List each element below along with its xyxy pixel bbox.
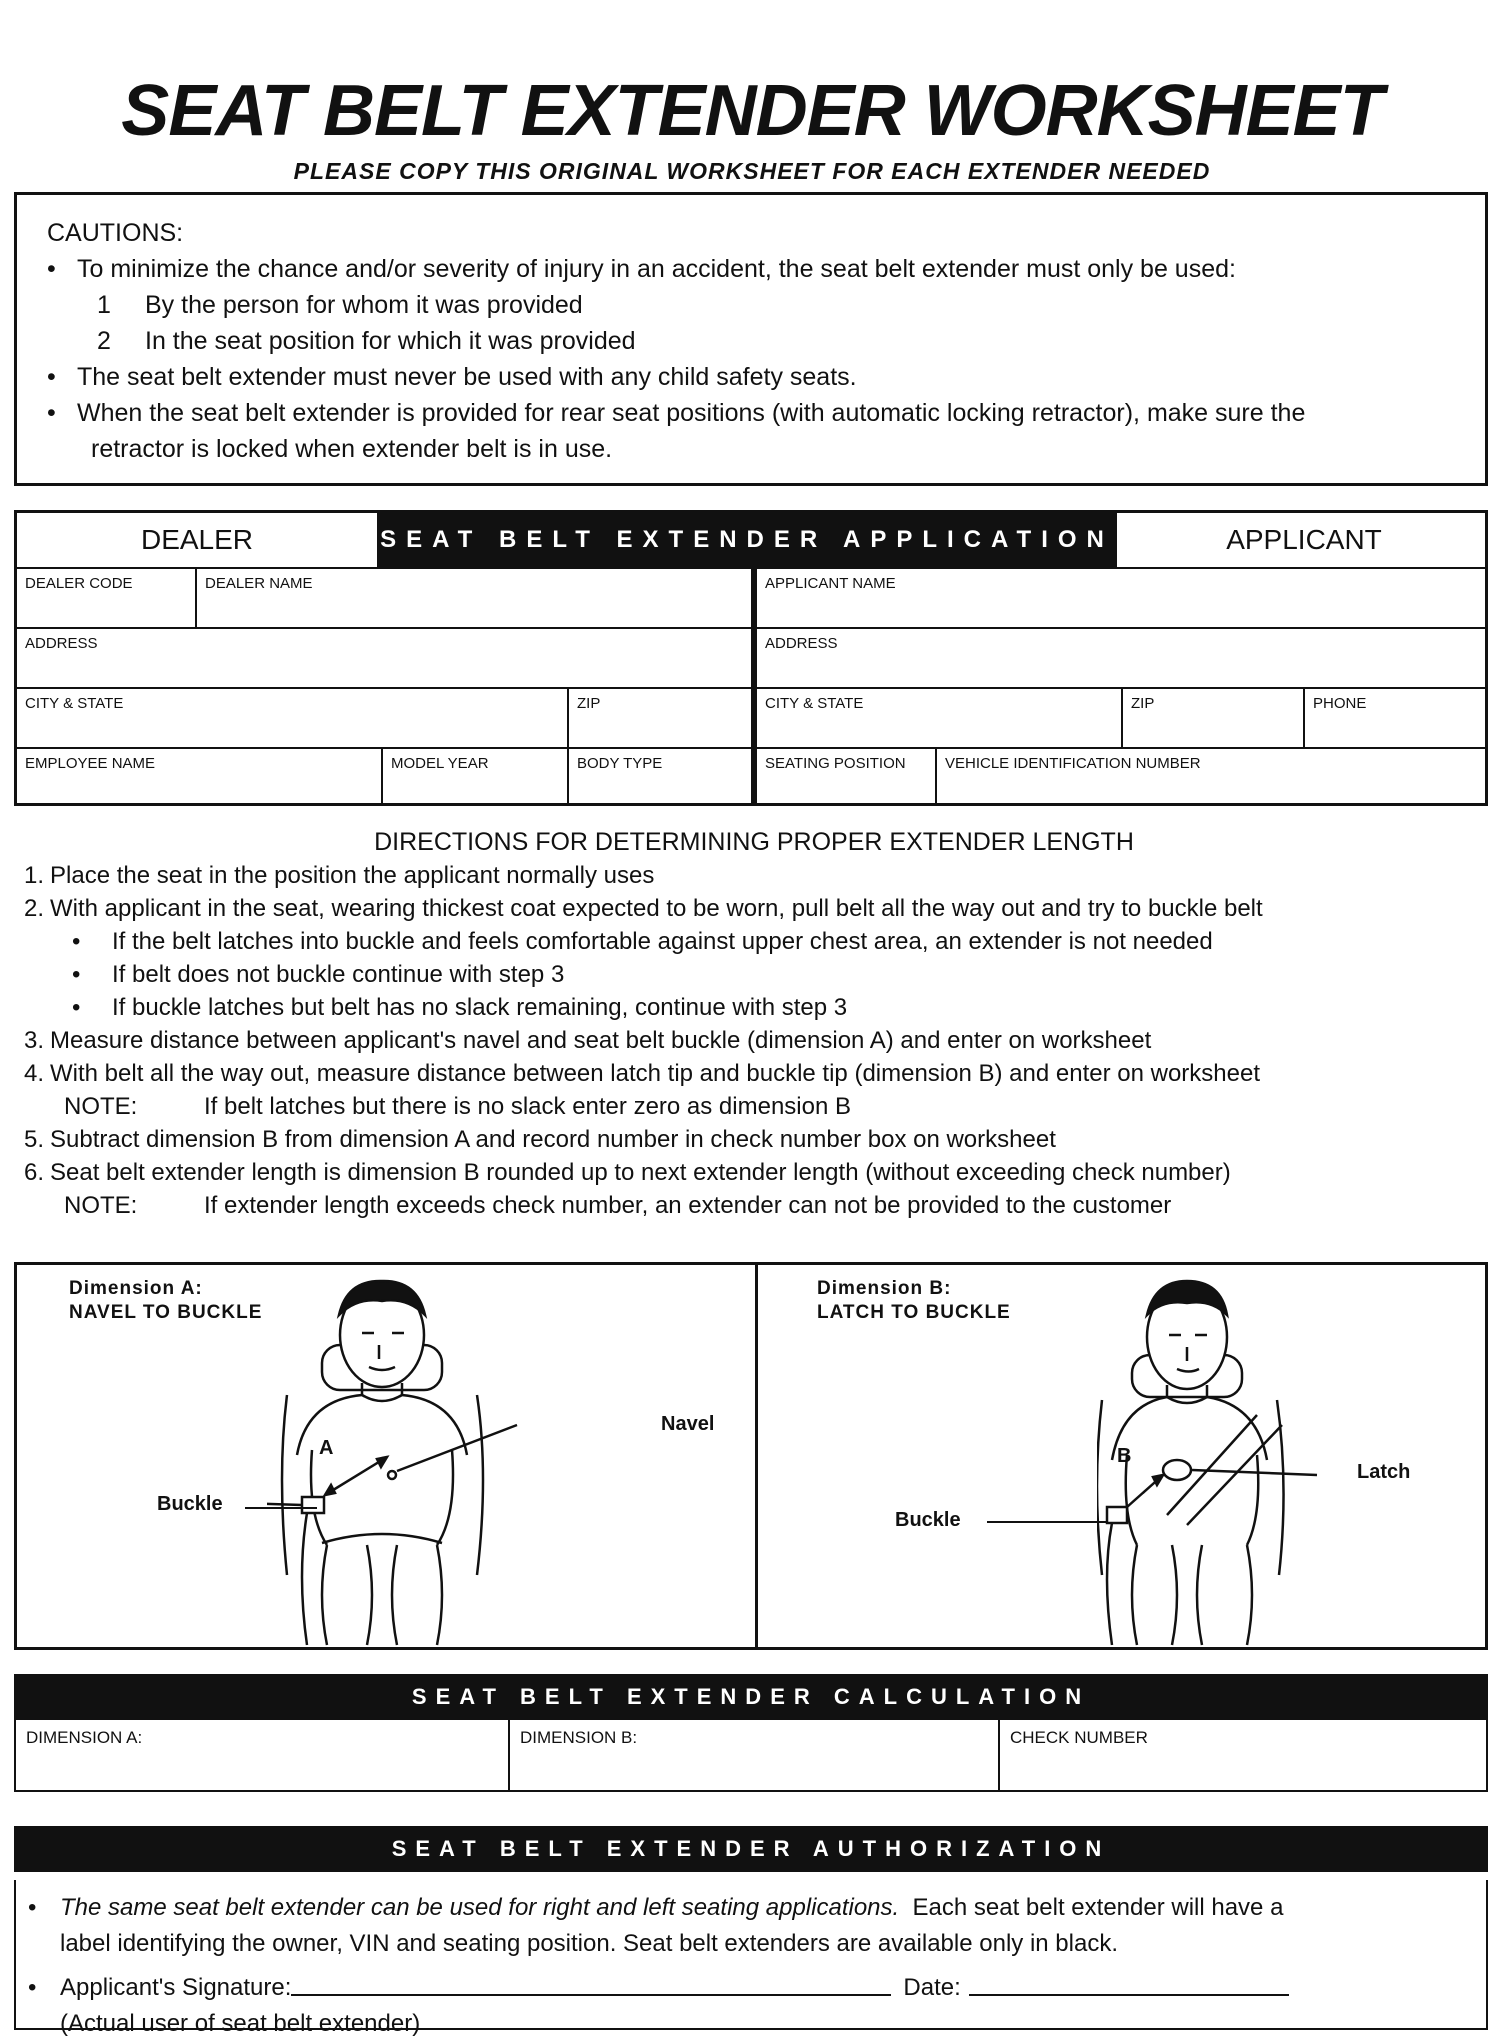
direction-step: [24, 1057, 1484, 1090]
directions-heading: DIRECTIONS FOR DETERMINING PROPER EXTENDER LENGTH: [374, 828, 1134, 856]
dimension-b-subtitle: LATCH TO BUCKLE: [817, 1302, 1011, 1323]
authorization-band: SEAT BELT EXTENDER AUTHORIZATION: [14, 1826, 1488, 1872]
caution-subitem: [47, 323, 1455, 359]
dealer-name-field[interactable]: DEALER NAME: [197, 569, 753, 629]
bullet: •: [28, 1974, 37, 2001]
latch-callout: Latch: [1357, 1461, 1411, 1483]
subitem-text: In the seat position for which it was provided: [145, 327, 636, 355]
caution-item: [47, 251, 1455, 287]
authorization-text-continued: label identifying the owner, VIN and seating position. Seat belt extenders are available only in black.: [60, 1930, 1118, 1957]
applicant-address-field[interactable]: ADDRESS: [757, 629, 1485, 689]
subitem-text: By the person for whom it was provided: [145, 291, 583, 319]
person-seated-icon: [267, 1275, 607, 1647]
substep-text: If belt does not buckle continue with step 3: [112, 961, 565, 988]
signature-label: Applicant's Signature:: [60, 1974, 292, 2001]
bullet: •: [72, 994, 81, 1021]
cautions-box: [14, 192, 1488, 486]
step-number: 6.: [24, 1159, 45, 1186]
vin-field[interactable]: VEHICLE IDENTIFICATION NUMBER: [945, 755, 1201, 772]
step-text: With applicant in the seat, wearing thickest coat expected to be worn, pull belt all the way out and try to buckle belt: [50, 895, 1263, 922]
buckle-b-leader: [987, 1521, 1107, 1523]
dimension-a-letter: A: [319, 1437, 334, 1459]
note-text: If extender length exceeds check number, an extender can not be provided to the customer: [204, 1192, 1172, 1219]
calculation-box: [14, 1720, 1488, 1792]
bullet: •: [47, 399, 56, 427]
step-text: Measure distance between applicant's navel and seat belt buckle (dimension A) and enter on worksheet: [50, 1027, 1152, 1054]
application-form: [14, 510, 1488, 806]
step-number: 3.: [24, 1027, 45, 1054]
authorization-item: [28, 1890, 1474, 1926]
person-seated-belt-icon: [1097, 1275, 1357, 1647]
step-text: Seat belt extender length is dimension B rounded up to next extender length (without exceeding check number): [50, 1159, 1231, 1186]
directions-section: [24, 826, 1484, 1222]
caution-text: To minimize the chance and/or severity of injury in an accident, the seat belt extender must only be used:: [77, 255, 1236, 283]
buckle-a-leader: [245, 1507, 317, 1509]
step-number: 1.: [24, 862, 45, 889]
bullet: •: [47, 255, 56, 283]
step-number: 2.: [24, 895, 45, 922]
calculation-band: SEAT BELT EXTENDER CALCULATION: [14, 1674, 1488, 1720]
direction-step: [24, 1123, 1484, 1156]
buckle-b-callout: Buckle: [895, 1509, 961, 1531]
dimension-b-letter: B: [1117, 1445, 1132, 1467]
authorization-text: Each seat belt extender will have a: [912, 1894, 1284, 1921]
applicant-heading: APPLICANT: [1226, 524, 1382, 555]
dealer-address-field[interactable]: ADDRESS: [17, 629, 753, 689]
dimension-a-subtitle: NAVEL TO BUCKLE: [69, 1302, 263, 1323]
note-label: NOTE:: [64, 1192, 138, 1219]
authorization-italic-text: The same seat belt extender can be used for right and left seating applications.: [60, 1894, 900, 1921]
dimension-a-title: Dimension A:: [69, 1278, 203, 1299]
caution-item: [47, 395, 1455, 431]
dimension-b-title: Dimension B:: [817, 1278, 952, 1299]
direction-step: [24, 859, 1484, 892]
date-label: Date:: [903, 1974, 961, 2001]
step-text: Place the seat in the position the applicant normally uses: [50, 862, 655, 889]
bullet: •: [47, 363, 56, 391]
date-line[interactable]: [969, 1970, 1289, 1996]
step-text: With belt all the way out, measure distance between latch tip and buckle tip (dimension B) and enter on worksheet: [50, 1060, 1260, 1087]
direction-step: [24, 1156, 1484, 1189]
buckle-a-callout: Buckle: [157, 1493, 223, 1515]
step-number: 5.: [24, 1126, 45, 1153]
seating-position-field[interactable]: SEATING POSITION: [757, 749, 937, 803]
direction-step: [24, 892, 1484, 925]
dimension-b-label: [817, 1277, 1011, 1325]
direction-step: [24, 1024, 1484, 1057]
signature-line[interactable]: [291, 1970, 891, 1996]
substep-text: If the belt latches into buckle and feels comfortable against upper chest area, an extender is not needed: [112, 928, 1213, 955]
application-header: [17, 513, 1485, 569]
dealer-heading: DEALER: [140, 524, 254, 555]
signature-caption: (Actual user of seat belt extender): [60, 2010, 421, 2037]
step-text: Subtract dimension B from dimension A and record number in check number box on worksheet: [50, 1126, 1056, 1153]
cautions-heading: CAUTIONS:: [47, 219, 184, 247]
dealer-zip-field[interactable]: ZIP: [569, 689, 753, 749]
employee-name-field[interactable]: EMPLOYEE NAME: [17, 749, 383, 803]
caution-text: When the seat belt extender is provided for rear seat positions (with automatic locking retractor), make sure the: [77, 399, 1306, 427]
caution-subitem: [47, 287, 1455, 323]
page-subtitle: PLEASE COPY THIS ORIGINAL WORKSHEET FOR EACH EXTENDER NEEDED: [293, 158, 1211, 184]
dimension-b-field[interactable]: DIMENSION B:: [510, 1720, 1000, 1790]
direction-substep: [24, 991, 1484, 1024]
subitem-number: 1: [97, 291, 111, 319]
page-title: SEAT BELT EXTENDER WORKSHEET: [121, 71, 1383, 151]
caution-text-continued: retractor is locked when extender belt is in use.: [91, 435, 613, 463]
caution-text: The seat belt extender must never be used with any child safety seats.: [77, 363, 857, 391]
applicant-city-state-field[interactable]: CITY & STATE: [757, 689, 1123, 749]
dealer-code-field[interactable]: DEALER CODE: [17, 569, 197, 629]
caution-item: [47, 359, 1455, 395]
model-year-field[interactable]: MODEL YEAR: [383, 749, 569, 803]
application-band: SEAT BELT EXTENDER APPLICATION: [377, 513, 1117, 567]
application-divider: [753, 567, 757, 803]
direction-note: [24, 1189, 1484, 1222]
body-type-field[interactable]: BODY TYPE: [569, 749, 753, 803]
direction-substep: [24, 958, 1484, 991]
dimension-a-label: [69, 1277, 262, 1325]
note-text: If belt latches but there is no slack enter zero as dimension B: [204, 1093, 852, 1120]
applicant-name-field[interactable]: APPLICANT NAME: [757, 569, 1485, 629]
note-label: NOTE:: [64, 1093, 138, 1120]
direction-substep: [24, 925, 1484, 958]
illustration-divider: [755, 1265, 758, 1647]
subitem-number: 2: [97, 327, 111, 355]
applicant-phone-field[interactable]: PHONE: [1305, 689, 1485, 749]
bullet: •: [72, 928, 81, 955]
signature-row: [28, 1970, 1474, 2006]
authorization-box: [14, 1880, 1488, 2037]
direction-note: [24, 1090, 1484, 1123]
step-number: 4.: [24, 1060, 45, 1087]
applicant-zip-field[interactable]: ZIP: [1123, 689, 1305, 749]
bullet: •: [72, 961, 81, 988]
check-number-field[interactable]: CHECK NUMBER: [1010, 1728, 1148, 1747]
substep-text: If buckle latches but belt has no slack remaining, continue with step 3: [112, 994, 848, 1021]
dimension-illustrations: [14, 1262, 1488, 1650]
navel-callout: Navel: [661, 1413, 715, 1435]
dealer-city-state-field[interactable]: CITY & STATE: [17, 689, 569, 749]
bullet: •: [28, 1894, 37, 1921]
dimension-a-field[interactable]: DIMENSION A:: [16, 1720, 510, 1790]
